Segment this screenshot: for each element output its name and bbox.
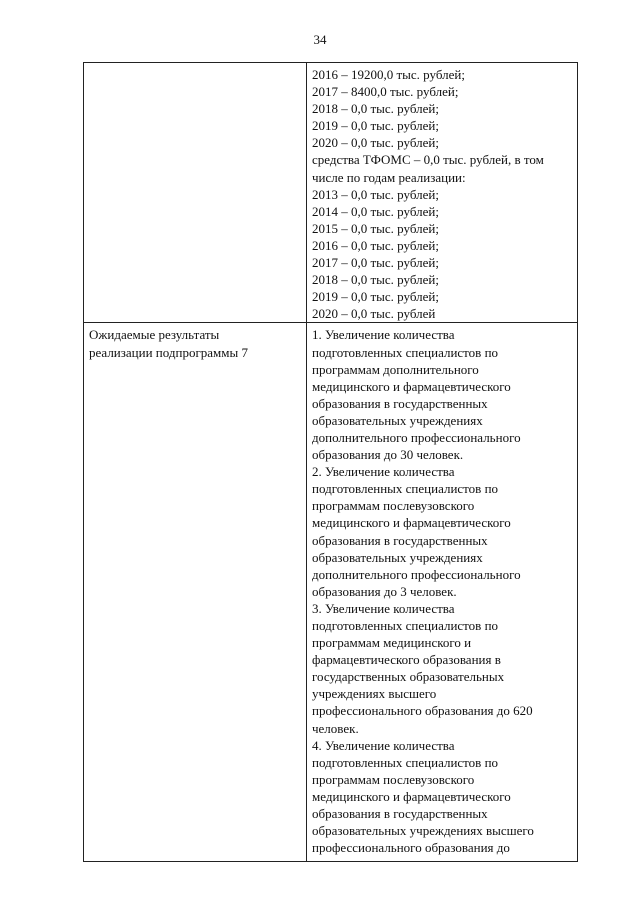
- text-line: образования до 30 человек.: [312, 447, 464, 463]
- text-line: 2019 – 0,0 тыс. рублей;: [312, 289, 439, 305]
- text-line: образовательных учреждениях высшего: [312, 823, 534, 839]
- text-line: программам послевузовского: [312, 498, 475, 514]
- text-line: 2017 – 8400,0 тыс. рублей;: [312, 84, 459, 100]
- text-line: образования в государственных: [312, 532, 488, 548]
- subprogram-passport-table: [83, 62, 578, 862]
- text-line: образовательных учреждениях: [312, 412, 483, 428]
- text-line: подготовленных специалистов по: [312, 344, 499, 360]
- text-line: 4. Увеличение количества: [312, 737, 455, 753]
- text-line: человек.: [312, 720, 359, 736]
- text-line: фармацевтического образования в: [312, 652, 501, 668]
- table-row-expected-results: [84, 323, 578, 862]
- text-line: подготовленных специалистов по: [312, 481, 499, 497]
- text-line: 2014 – 0,0 тыс. рублей;: [312, 203, 439, 219]
- text-line: 2018 – 0,0 тыс. рублей;: [312, 101, 439, 117]
- row1-label-lines: [84, 63, 306, 66]
- row1-label-cell: [84, 63, 307, 323]
- text-line: программам дополнительного: [312, 361, 479, 377]
- text-line: 3. Увеличение количества: [312, 600, 455, 616]
- text-line: 2020 – 0,0 тыс. рублей;: [312, 135, 439, 151]
- text-line: подготовленных специалистов по: [312, 618, 499, 633]
- text-line: реализации подпрограммы 7: [89, 344, 248, 360]
- row1-content-cell: [307, 63, 578, 323]
- text-line: программам послевузовского: [312, 771, 475, 787]
- row1-content-lines: [307, 63, 577, 322]
- text-line: числе по годам реализации:: [312, 169, 466, 185]
- text-line: 2. Увеличение количества: [312, 464, 455, 480]
- text-line: 2017 – 0,0 тыс. рублей;: [312, 255, 439, 271]
- text-line: 2015 – 0,0 тыс. рублей;: [312, 220, 439, 236]
- text-line: 2016 – 0,0 тыс. рублей;: [312, 237, 439, 253]
- text-line: средства ТФОМС – 0,0 тыс. рублей, в том: [312, 152, 544, 168]
- row2-label-cell: [84, 323, 307, 862]
- text-line: образования в государственных: [312, 806, 488, 822]
- text-line: медицинского и фармацевтического: [312, 378, 511, 394]
- text-line: 2013 – 0,0 тыс. рублей;: [312, 186, 439, 202]
- text-line: дополнительного профессионального: [312, 429, 521, 445]
- text-line: дополнительного профессионального: [312, 566, 521, 582]
- text-line: Ожидаемые результаты: [89, 327, 220, 343]
- text-line: медицинского и фармацевтического: [312, 515, 511, 531]
- text-line: профессионального образования до 620: [312, 703, 533, 719]
- text-line: программам медицинского и: [312, 635, 472, 651]
- text-line: 2019 – 0,0 тыс. рублей;: [312, 118, 439, 134]
- table-row-financing: [84, 63, 578, 323]
- text-line: 2016 – 19200,0 тыс. рублей;: [312, 67, 465, 82]
- page-number: 34: [313, 32, 327, 47]
- row2-content-lines: [307, 323, 577, 856]
- text-line: учреждениях высшего: [312, 686, 437, 702]
- row2-label-lines: [84, 323, 306, 360]
- text-line: государственных образовательных: [312, 669, 505, 685]
- text-line: 2018 – 0,0 тыс. рублей;: [312, 272, 439, 288]
- text-line: подготовленных специалистов по: [312, 754, 499, 770]
- text-line: профессионального образования до: [312, 840, 510, 856]
- text-line: образования в государственных: [312, 395, 488, 411]
- text-line: образования до 3 человек.: [312, 583, 457, 599]
- text-line: 2020 – 0,0 тыс. рублей: [312, 306, 436, 322]
- text-line: 1. Увеличение количества: [312, 327, 455, 343]
- text-line: медицинского и фармацевтического: [312, 788, 511, 804]
- text-line: образовательных учреждениях: [312, 549, 483, 565]
- row2-content-cell: [307, 323, 578, 862]
